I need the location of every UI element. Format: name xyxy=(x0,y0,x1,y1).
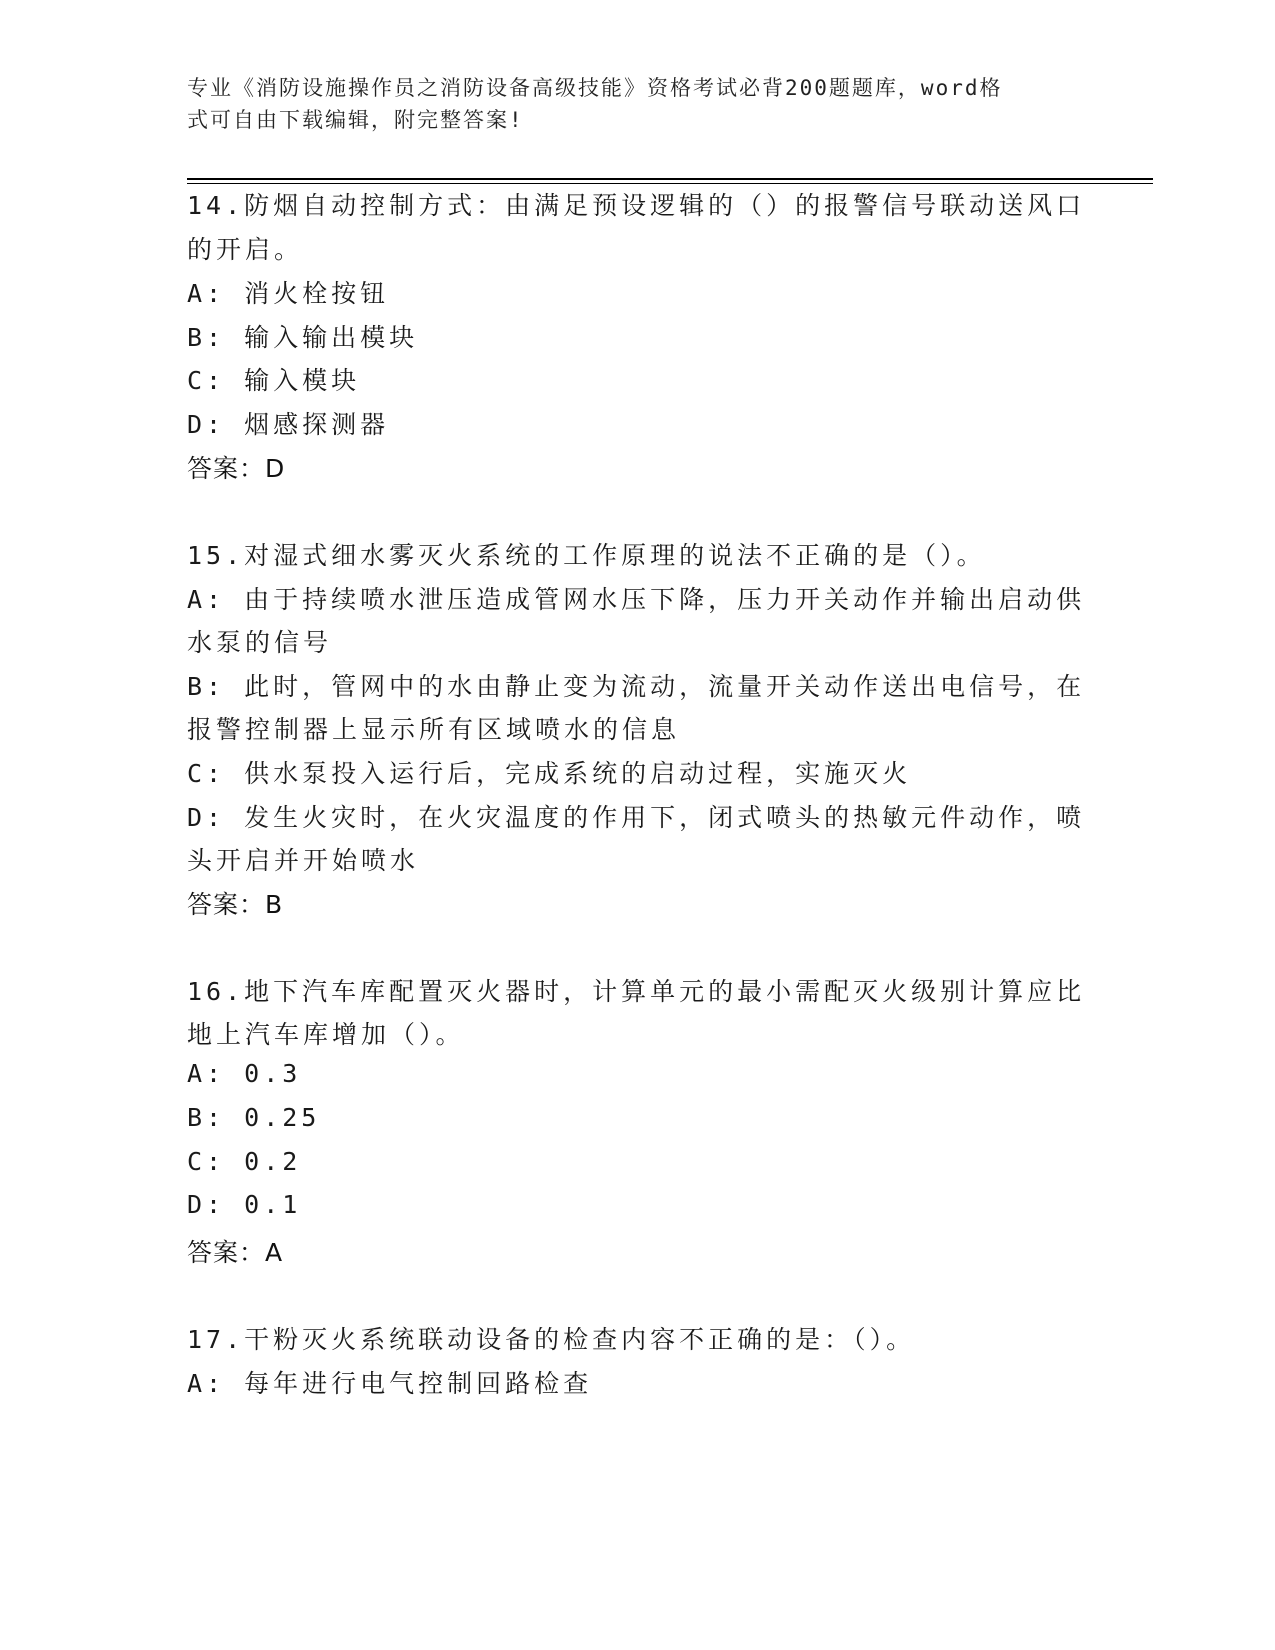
question-stem: 17.干粉灭火系统联动设备的检查内容不正确的是：（）。 xyxy=(187,1325,916,1354)
option-c: C: 供水泵投入运行后，完成系统的启动过程，实施灭火 xyxy=(187,759,912,788)
option-b: B: 此时，管网中的水由静止变为流动，流量开关动作送出电信号，在 xyxy=(187,672,1086,701)
option-c: C: 0.2 xyxy=(187,1147,302,1176)
option-a: A: 由于持续喷水泄压造成管网水压下降，压力开关动作并输出启动供 xyxy=(187,585,1086,614)
option-b-cont: 报警控制器上显示所有区域喷水的信息 xyxy=(187,715,681,744)
header-divider-thick xyxy=(187,178,1153,180)
option-a: A: 0.3 xyxy=(187,1059,302,1088)
option-a-cont: 水泵的信号 xyxy=(187,628,333,657)
answer: 答案：B xyxy=(187,890,284,919)
header-line-2: 式可自由下载编辑，附完整答案! xyxy=(187,108,524,132)
option-a: A: 消火栓按钮 xyxy=(187,279,390,308)
question-stem: 16.地下汽车库配置灭火器时，计算单元的最小需配灭火级别计算应比 xyxy=(187,977,1086,1006)
question-stem: 15.对湿式细水雾灭火系统的工作原理的说法不正确的是（）。 xyxy=(187,541,986,570)
option-d: D: 烟感探测器 xyxy=(187,410,390,439)
question-stem: 地上汽车库增加（）。 xyxy=(187,1020,465,1049)
option-b: B: 0.25 xyxy=(187,1103,321,1132)
option-b: B: 输入输出模块 xyxy=(187,323,419,352)
document-header xyxy=(187,72,1067,136)
option-d: D: 发生火灾时，在火灾温度的作用下，闭式喷头的热敏元件动作，喷 xyxy=(187,803,1086,832)
option-a: A: 每年进行电气控制回路检查 xyxy=(187,1369,593,1398)
question-stem: 14.防烟自动控制方式：由满足预设逻辑的（）的报警信号联动送风口 xyxy=(187,191,1086,220)
header-line-1: 专业《消防设施操作员之消防设备高级技能》资格考试必背200题题库，word格 xyxy=(187,76,1003,100)
option-d: D: 0.1 xyxy=(187,1190,302,1219)
option-c: C: 输入模块 xyxy=(187,366,361,395)
answer: 答案：A xyxy=(187,1238,284,1267)
question-stem: 的开启。 xyxy=(187,235,304,264)
header-divider-thin xyxy=(187,183,1153,184)
answer: 答案：D xyxy=(187,454,286,483)
option-d-cont: 头开启并开始喷水 xyxy=(187,846,420,875)
